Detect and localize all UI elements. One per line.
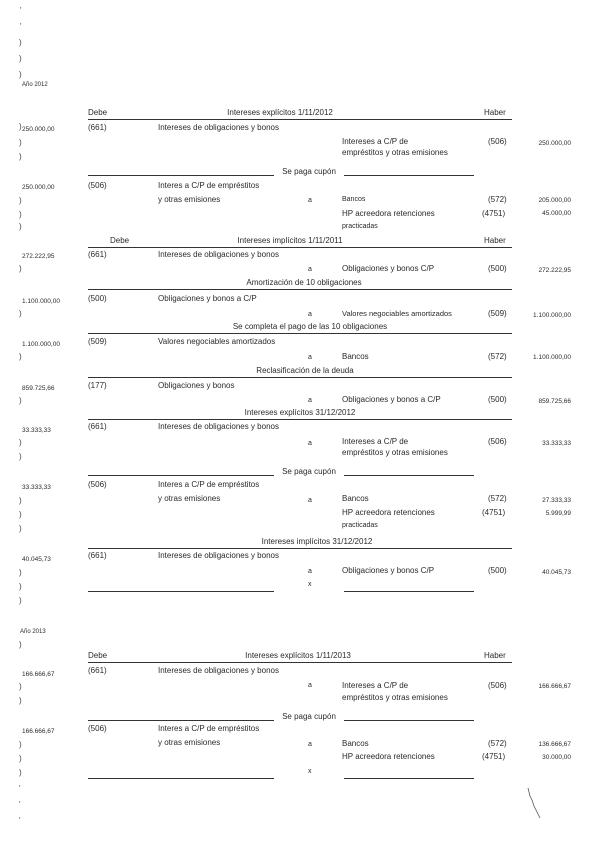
credit-amount: 1.100.000,00 [533,354,571,361]
entry-title: Se paga cupón [282,467,336,476]
a-connector: a [308,311,312,318]
rule [88,778,274,779]
rule [88,419,512,420]
debit-amount: 40.045,73 [22,556,51,563]
debit-amount: 859.725,66 [22,385,55,392]
entry-title: Intereses explícitos 1/11/2012 [227,108,333,117]
haber-header: Haber [484,108,506,117]
a-connector: a [308,440,312,447]
debit-code: (506) [88,724,107,733]
debit-code: (177) [88,381,107,390]
rule [88,548,512,549]
debit-amount: 166.666,67 [22,671,55,678]
rule [88,720,274,721]
debit-account: Interes a C/P de empréstitos [158,724,260,733]
a-connector: a [308,397,312,404]
debit-account: Obligaciones y bonos [158,381,235,390]
entry-title: Amortización de 10 obligaciones [246,278,362,287]
credit-code: (506) [488,137,507,146]
entry-title: Intereses implícitos 1/11/2011 [237,236,343,245]
credit-account: Obligaciones y bonos C/P [342,566,435,575]
year-label-2013: Año 2013 [20,629,46,635]
entry-title: Se completa el pago de las 10 obligaciones [232,322,388,331]
rule [88,333,512,334]
debit-code: (661) [88,123,107,132]
debe-header: Debe [110,236,130,245]
entry-title: Intereses implícitos 31/12/2012 [261,537,373,546]
header-rule [88,247,512,248]
credit-account: Valores negociables amortizados [342,309,452,318]
credit-account-cont: empréstitos y otras emisiones [342,148,448,157]
credit-code: (4751) [482,752,506,761]
debit-account: Intereses de obligaciones y bonos [158,551,279,560]
margin-mark: ) [19,70,22,79]
rule [88,175,274,176]
credit-account: Intereses a C/P de [342,681,409,690]
credit-amount: 859.725,66 [538,398,571,405]
a-connector: a [308,497,312,504]
credit-amount: 166.666,67 [538,683,571,690]
a-connector: a [308,568,312,575]
credit-account: Intereses a C/P de [342,137,409,146]
header-rule [88,119,512,120]
entry-title: Se paga cupón [282,167,336,176]
debit-code: (509) [88,337,107,346]
credit-account: Obligaciones y bonos a C/P [342,395,441,404]
debit-amount: 166.666,67 [22,728,55,735]
debit-code: (661) [88,551,107,560]
debit-amount: 1.100.000,00 [22,298,60,305]
debit-amount: 1.100.000,00 [22,341,60,348]
x-mark: x [308,581,312,588]
debit-code: (661) [88,422,107,431]
year-label-2012: Año 2012 [22,82,48,88]
credit-account-cont: empréstitos y otras emisiones [342,693,448,702]
margin-mark: ' [20,22,22,31]
debit-code: (506) [88,480,107,489]
credit-code: (500) [488,395,507,404]
rule [344,720,474,721]
credit-code: (4751) [482,209,506,218]
credit-amount: 272.222,95 [538,267,571,274]
entry-title: Intereses explícitos 31/12/2012 [244,408,356,417]
credit-code: (500) [488,264,507,273]
debit-account-cont: y otras emisiones [158,494,221,503]
rule [344,778,474,779]
debit-account: Obligaciones y bonos a C/P [158,294,257,303]
debit-account: Valores negociables amortizados [158,337,276,346]
debit-amount: 250.000,00 [22,184,55,191]
debit-account: Intereses de obligaciones y bonos [158,422,279,431]
credit-amount: 250.000,00 [538,140,571,147]
credit-account: Obligaciones y bonos C/P [342,264,435,273]
debit-account: Intereses de obligaciones y bonos [158,123,279,132]
credit-account-cont: practicadas [342,223,378,230]
debit-code: (661) [88,666,107,675]
debit-amount: 33.333,33 [22,484,51,491]
credit-code: (509) [488,309,507,318]
credit-account: HP acreedora retenciones [342,752,435,761]
haber-header: Haber [484,651,506,660]
credit-code: (572) [488,494,507,503]
credit-amount: 1.100.000,00 [533,312,571,319]
pen-scribble [524,786,544,820]
a-connector: a [308,682,312,689]
margin-mark: ) [19,38,22,47]
credit-code: (506) [488,437,507,446]
debe-header: Debe [88,651,108,660]
haber-header: Haber [484,236,506,245]
debit-account: Intereses de obligaciones y bonos [158,250,279,259]
rule [88,289,512,290]
credit-account: Bancos [342,352,369,361]
rule [88,377,512,378]
debit-code: (500) [88,294,107,303]
credit-code: (572) [488,195,507,204]
credit-account: HP acreedora retenciones [342,508,435,517]
a-connector: a [308,266,312,273]
debe-header: Debe [88,108,108,117]
rule [88,475,274,476]
credit-amount: 33.333,33 [542,440,571,447]
header-rule [88,662,512,663]
credit-account-cont: empréstitos y otras emisiones [342,448,448,457]
credit-amount: 40.045,73 [542,569,571,576]
credit-code: (4751) [482,508,506,517]
debit-account: Intereses de obligaciones y bonos [158,666,279,675]
credit-account-cont: practicadas [342,522,378,529]
entry-title: Reclasificación de la deuda [256,366,354,375]
debit-account: Interes a C/P de empréstitos [158,480,260,489]
x-mark: x [308,768,312,775]
journal-page: ' ' ) ) ) Año 2012 Debe Intereses explícitos 1/11/2012 Haber ) 250.000,00 (661) Intereses de obligaciones y bonos Intereses a C/P de empréstitos y otras emisiones (506) 250.000,00 ) ) Se paga cupón 250.000,00 (506) Interes a C/P de empréstitos y otras emisiones a Bancos (572) 205.000,00 HP acreedora retenciones (4751) 45.000,00 practicadas ) ) ) Debe Intereses implícitos 1/11/2011 Haber 272.222,95 (661) Intereses de obligaciones y bonos a Obligaciones y bonos C/P (500) 272.222,95 ) Amortización de 10 obligaciones 1.100.000,00 (500) Obligaciones y bonos a C/P a Valores negociables amortizados (509) 1.100.000,00 ) Se completa el pago de las 10 obligaciones 1.100.000,00 (509) Valores negociables amortizados a Bancos (572) 1.100.000,00 ) Reclasificación de la deuda 859.725,66 (177) Obligaciones y bonos a Obligaciones y bonos a C/P (500) 859.725,66 ) Intereses explícitos 31/12/2012 33.333,33 (661) Intereses de obligaciones y bonos a Intereses a C/P de empréstitos y otras emisiones (506) 33.333,33 ) ) Se paga cupón 33.333,33 (506) Interes a C/P de empréstitos y otras emisiones a Bancos (572) 27.333,33 HP acreedora retenciones (4751) 5.999,99 practicadas ) ) ) Intereses implícitos 31/12/2012 40.045,73 (661) Intereses de obligaciones y bonos a Obligaciones y bonos C/P (500) 40.045,73 x ) ) ) Año 2013 ) Debe Intereses explícitos 1/11/2013 Haber 166.666,67 (661) Intereses de obligaciones y bonos a Intereses a C/P de empréstitos y otras emisiones (506) 166.666,67 ) ) Se paga cupón 166.666,67 (506) Interes a C/P de empréstitos y otras emisiones a Bancos (572) 136.666,67 HP acreedora retenciones (4751) 30.000,00 x ) ) ) ' ' ' [19,6,571,825]
debit-account: Interes a C/P de empréstitos [158,181,260,190]
debit-amount: 250.000,00 [22,126,55,133]
entry-title: Intereses explícitos 1/11/2013 [245,651,351,660]
debit-amount: 272.222,95 [22,253,55,260]
debit-account-cont: y otras emisiones [158,195,221,204]
credit-amount: 5.999,99 [545,510,571,517]
margin-mark: ) [19,54,22,63]
debit-code: (506) [88,181,107,190]
credit-code: (500) [488,566,507,575]
credit-account: Bancos [342,494,369,503]
debit-code: (661) [88,250,107,259]
credit-account: Bancos [342,196,366,203]
margin-mark: ' [20,6,22,15]
a-connector: a [308,197,312,204]
a-connector: a [308,741,312,748]
credit-amount: 205.000,00 [538,197,571,204]
entry-title: Se paga cupón [282,712,336,721]
debit-amount: 33.333,33 [22,427,51,434]
credit-amount: 30.000,00 [542,754,571,761]
credit-account: Bancos [342,739,369,748]
debit-account-cont: y otras emisiones [158,738,221,747]
credit-amount: 45.000,00 [542,210,571,217]
rule [344,591,474,592]
credit-code: (572) [488,739,507,748]
credit-account: HP acreedora retenciones [342,209,435,218]
rule [88,591,274,592]
a-connector: a [308,354,312,361]
rule [344,475,474,476]
credit-code: (506) [488,681,507,690]
credit-account: Intereses a C/P de [342,437,409,446]
credit-amount: 27.333,33 [542,497,571,504]
credit-amount: 136.666,67 [538,741,571,748]
credit-code: (572) [488,352,507,361]
rule [344,175,474,176]
